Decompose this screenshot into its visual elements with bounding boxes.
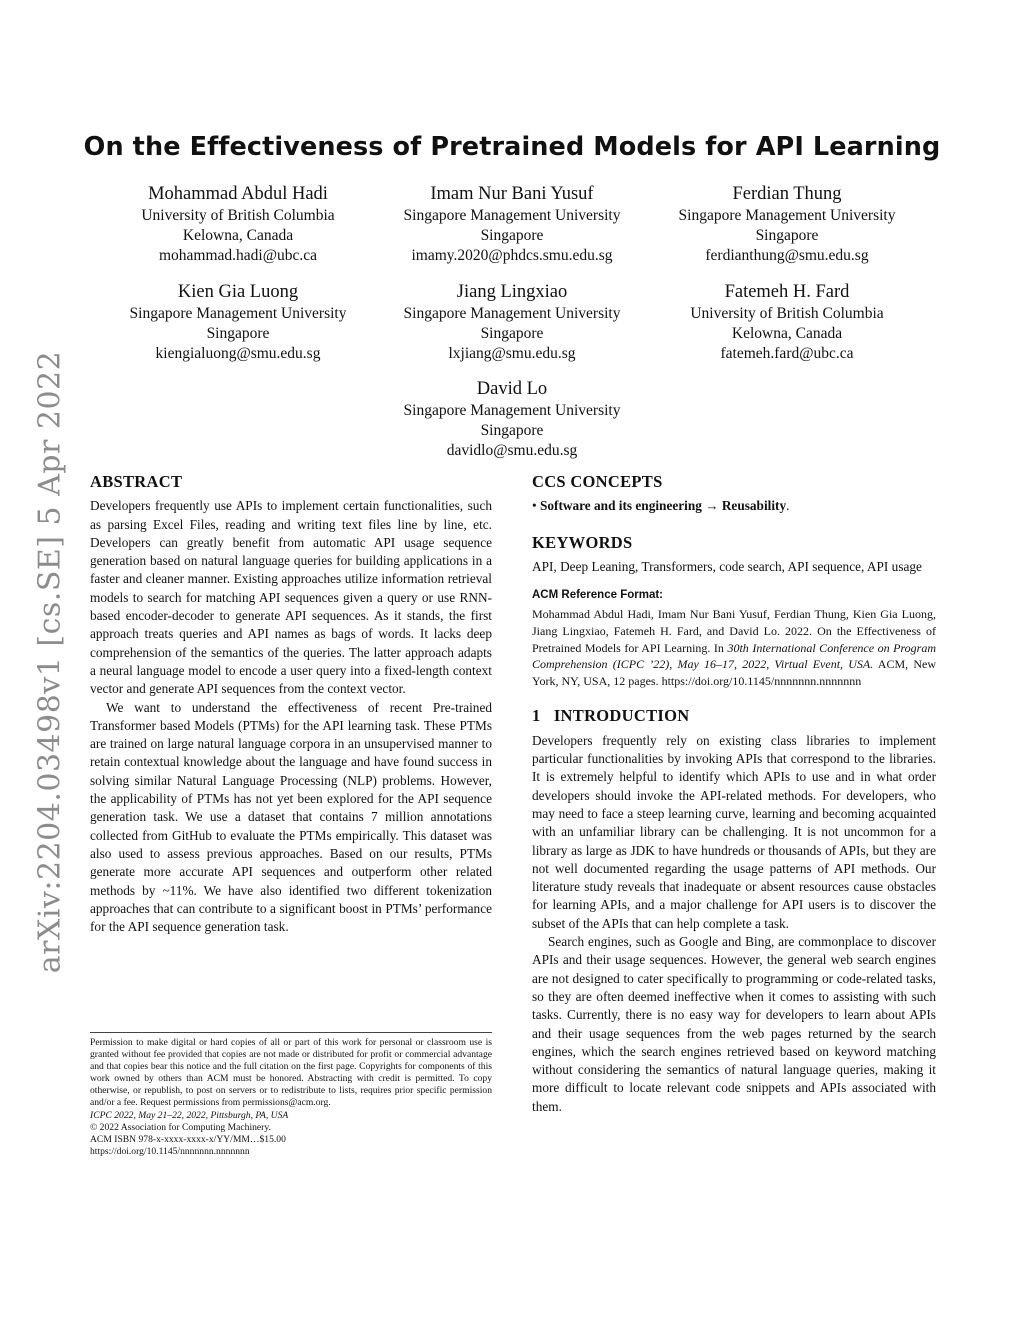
- right-column: [532, 473, 936, 1116]
- keywords-heading: KEYWORDS: [532, 532, 633, 552]
- permission-notice: Permission to make digital or hard copies of all or part of this work for personal or classroom use is granted without fee provided that copies are not made or distributed for profit or commercial advantage and that copies bear this notice and the full citation on the first page. Copyrights for components of this work owned by others than ACM must be honored. Abstracting with credit is permitted. To copy otherwise, or republish, to post on servers or to redistribute to lists, requires prior specific permission and/or a fee. Request permissions from permissions@acm.org.: [90, 1037, 492, 1109]
- author-block: [637, 182, 937, 266]
- ccs-term: Software and its engineering → Reusability: [539, 498, 787, 514]
- author-block: [88, 280, 388, 364]
- author-affiliation: Singapore Management University: [129, 305, 347, 322]
- author-location: Singapore: [480, 227, 544, 244]
- ccs-bullet: •: [532, 498, 537, 514]
- author-email: davidlo@smu.edu.sg: [446, 442, 578, 459]
- doi-line: https://doi.org/10.1145/nnnnnnn.nnnnnnn: [90, 1145, 250, 1157]
- author-affiliation: Singapore Management University: [403, 402, 621, 419]
- acm-reference-text: [532, 606, 936, 689]
- paper-title: On the Effectiveness of Pretrained Models for API Learning: [83, 132, 941, 162]
- acm-reference-authors: Mohammad Abdul Hadi, Imam Nur Bani Yusuf, Ferdian Thung, Kien Gia Luong, Jiang Lingxiao, Fatemeh H. Fard, and David Lo. 2022. On the Effectiveness of Pretrained Models for API Learning. In: [532, 607, 936, 655]
- author-block: [362, 182, 662, 266]
- abstract-heading: ABSTRACT: [90, 472, 183, 491]
- introduction-paragraph: Developers frequently rely on existing class libraries to implement particular functionalities by invoking APIs that correspond to the libraries. It is extremely helpful to identify which APIs to use and in what order developers should invoke the API-related methods. For developers, who may need to face a steep learning curve, learning and becoming acquainted with an unfamiliar library can be challenging. It is not uncommon for a library as large as JDK to have hundreds or thousands of APIs, but they are not well documented regarding the usage patterns of API methods. Our literature study reveals that inadequate or absent resources cause obstacles for learning APIs, and a major challenge for API users is to discover the subset of the APIs that can help complete a task.: [532, 732, 936, 931]
- author-affiliation: Singapore Management University: [403, 207, 621, 224]
- arxiv-stamp: [28, 350, 72, 974]
- author-email: fatemeh.fard@ubc.ca: [720, 345, 854, 362]
- author-name: Jiang Lingxiao: [456, 282, 568, 302]
- ccs-concept: [532, 497, 936, 515]
- author-email: ferdianthung@smu.edu.sg: [705, 247, 869, 264]
- abstract-paragraph: Developers frequently use APIs to implement certain functionalities, such as parsing Excel Files, reading and writing text files line by line, etc. Developers can greatly benefit from automatic API usage sequence generation based on natural language queries for building applications in a faster and cleaner manner. Existing approaches utilize information retrieval models to search for matching API sequences given a query or use RNN-based encoder-decoder to generate API sequences. As it stands, the first approach treats queries and API names as bags of words. It lacks deep comprehension of the semantics of the queries. The latter approach adapts a neural language model to encode a user query into a fixed-length context vector and generate API sequences from the context vector.: [90, 498, 492, 697]
- author-block: [362, 280, 662, 364]
- author-email: mohammad.hadi@ubc.ca: [158, 247, 318, 264]
- acm-reference-heading: ACM Reference Format:: [532, 589, 663, 602]
- author-affiliation: University of British Columbia: [141, 207, 335, 224]
- author-email: lxjiang@smu.edu.sg: [448, 345, 576, 362]
- author-email: kiengialuong@smu.edu.sg: [155, 345, 321, 362]
- keywords-text: API, Deep Leaning, Transformers, code search, API sequence, API usage: [532, 558, 922, 574]
- author-block: [362, 377, 662, 461]
- author-location: Singapore: [755, 227, 819, 244]
- author-name: Imam Nur Bani Yusuf: [430, 184, 594, 204]
- copyright-line: © 2022 Association for Computing Machinery.: [90, 1121, 271, 1133]
- author-name: Mohammad Abdul Hadi: [148, 184, 328, 204]
- acm-reference-venue: 30th International Conference on Program Comprehension (ICPC ’22), May 16–17, 2022, Virtual Event, USA.: [532, 640, 937, 672]
- author-affiliation: Singapore Management University: [678, 207, 896, 224]
- author-email: imamy.2020@phdcs.smu.edu.sg: [411, 247, 613, 264]
- author-block: [637, 280, 937, 364]
- author-name: Ferdian Thung: [732, 184, 842, 204]
- author-name: Kien Gia Luong: [177, 282, 299, 302]
- ccs-period: .: [786, 498, 790, 514]
- author-block: [88, 182, 388, 266]
- author-location: Kelowna, Canada: [731, 325, 843, 342]
- introduction-heading: 1 INTRODUCTION: [532, 706, 690, 726]
- author-name: Fatemeh H. Fard: [724, 282, 850, 302]
- acm-reference-publisher: ACM, New York, NY, USA, 12 pages. https://doi.org/10.1145/nnnnnnn.nnnnnnn: [532, 657, 936, 688]
- arxiv-stamp-text: arXiv:2204.03498v1 [cs.SE] 5 Apr 2022: [32, 350, 68, 974]
- isbn-line: ACM ISBN 978-x-xxxx-xxxx-x/YY/MM…$15.00: [90, 1133, 286, 1145]
- abstract-section: [90, 473, 492, 936]
- author-affiliation: University of British Columbia: [690, 305, 884, 322]
- conference-line: ICPC 2022, May 21–22, 2022, Pittsburgh, PA, USA: [90, 1109, 289, 1121]
- author-affiliation: Singapore Management University: [403, 305, 621, 322]
- author-location: Singapore: [206, 325, 270, 342]
- ccs-heading: CCS CONCEPTS: [532, 472, 663, 491]
- author-location: Kelowna, Canada: [182, 227, 294, 244]
- abstract-paragraph: We want to understand the effectiveness of recent Pre-trained Transformer based Models (PTMs) for the API learning task. These PTMs are trained on large natural language corpora in an unsupervised manner to retain contextual knowledge about the language and have found success in solving similar Natural Language Processing (NLP) problems. However, the applicability of PTMs has not yet been explored for the API sequence generation task. We use a dataset that contains 7 million annotations collected from GitHub to evaluate the PTMs empirically. This dataset was also used to assess previous approaches. Based on our results, PTMs generate more accurate API sequences and outperform other related methods by ~11%. We have also identified two different tokenization approaches that can contribute to a significant boost in PTMs’ performance for the API sequence generation task.: [90, 699, 492, 935]
- copyright-footnote: [90, 1032, 492, 1158]
- introduction-paragraph: Search engines, such as Google and Bing, are commonplace to discover APIs and their usage sequences. However, the general web search engines are not designed to cater specifically to programming or code-related tasks, so they are often deemed ineffective when it comes to assisting with such tasks. Currently, there is no easy way for developers to learn about APIs and their usage sequences from the web pages returned by the search engines, which the search engines retrieved based on keyword matching without considering the semantics of natural language queries, making it more difficult to locate relevant code snippets and APIs associated with them.: [532, 934, 936, 1114]
- author-location: Singapore: [480, 325, 544, 342]
- author-location: Singapore: [480, 422, 544, 439]
- author-name: David Lo: [476, 379, 548, 399]
